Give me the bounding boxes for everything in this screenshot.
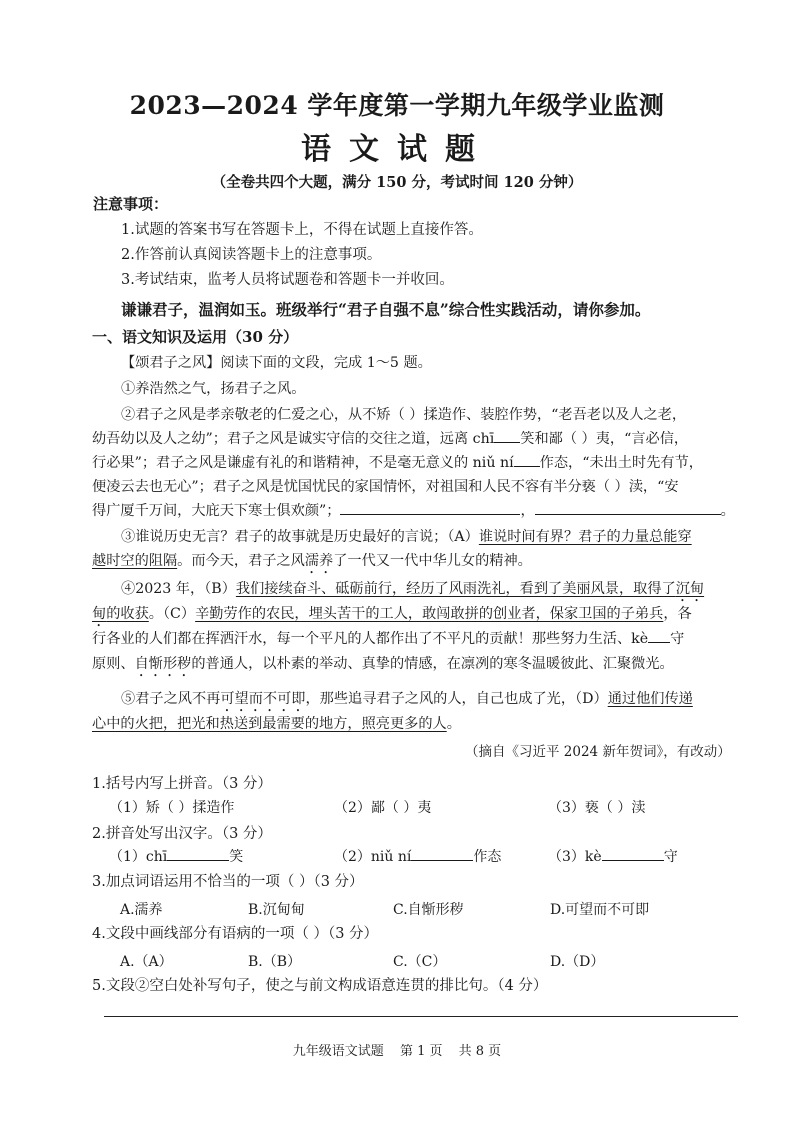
activity-intro: 谦谦君子，温润如玉。班级举行“君子自强不息”综合性实践活动，请你参加。 [121, 300, 651, 319]
pinyin-blank [494, 428, 520, 443]
footer-page-number: 第 1 页 [399, 1044, 443, 1059]
question-3-option: B.沉甸甸 [248, 902, 305, 918]
underlined-sentence-b: 我们接续奋斗、砥砺前行，经历了风雨洗礼，看到了美丽风景，取得了 [235, 581, 676, 597]
paragraph-2-line: 行必果”；君子之风是谦虚有礼的和谐精神，不是毫无意义的 niǔ ní 作态，“未出土时先有节， [92, 452, 703, 472]
paragraph-3-line: 越时空的阻隔。而今天，君子之风濡养了一代又一代中华儿女的精神。 [92, 553, 532, 569]
pinyin-blank [648, 628, 670, 643]
question-1-item: （3）亵（ ）渎 [548, 800, 646, 816]
underlined-sentence-a: 越时空的阻隔 [92, 553, 178, 569]
exam-subtitle: （全卷共四个大题，满分 150 分，考试时间 120 分钟） [211, 174, 583, 191]
question-3: 3.加点词语运用不恰当的一项（ ）（3 分） [92, 874, 364, 890]
paragraph-5-line: ⑤君子之风不再可望而不可即，那些追寻君子之风的人，自己也成了光，（D）通过他们传递 [121, 691, 693, 707]
question-2: 2.拼音处写出汉字。（3 分） [92, 826, 272, 842]
dotted-word: 沉甸 [675, 581, 705, 597]
dotted-word: 可望而不可即 [220, 691, 306, 707]
underlined-sentence-c: 辛勤劳作的农民，埋头苦干的工人，敢闯敢拼的创业者，保家卫国的子弟兵 [195, 606, 664, 622]
notice-heading: 注意事项： [93, 195, 169, 213]
paragraph-2-line: 便凌云去也无心”；君子之风是忧国忧民的家国情怀，对祖国和人民不容有半分亵（ ）渎，“安 [92, 479, 679, 495]
underlined-sentence-b: 的收获 [106, 606, 149, 622]
question-3-option: C.自惭形秽 [393, 902, 464, 918]
paragraph-4-line: 行各业的人们都在挥洒汗水，每一个平凡的人都作出了不平凡的贡献！那些努力生活、kè 守 [92, 628, 684, 648]
paragraph-4-line: 原则、自惭形秽的普通人，以朴素的举动、真挚的情感，在凛冽的寒冬温暖彼此、汇聚微光。 [92, 656, 674, 672]
page-footer [0, 1040, 794, 1059]
question-4-option: A.（A） [120, 954, 173, 970]
question-2-item: （3）kè 守 [548, 846, 678, 866]
footer-total-pages: 共 8 页 [458, 1044, 502, 1059]
question-4-option: B.（B） [248, 954, 302, 970]
pinyin-blank [514, 452, 540, 467]
question-1-item: （2）鄙（ ）夷 [334, 800, 432, 816]
underlined-sentence-d: 通过他们传递 [607, 691, 693, 707]
question-2-item: （2）niǔ ní 作态 [334, 846, 501, 866]
paragraph-2-line: 得广厦千万间，大庇天下寒士俱欢颜”； ， 。 [92, 500, 735, 520]
source-citation: （摘自《习近平 2024 新年贺词》，有改动） [465, 744, 731, 760]
paragraph-2-line: 幼吾幼以及人之幼”；君子之风是诚实守信的交往之道，远离 chī 笑和鄙（ ）夷，“言必信， [92, 428, 688, 448]
question-3-option: A.濡养 [120, 902, 163, 918]
footer-exam-name: 九年级语文试题 [292, 1044, 384, 1059]
task-instruction: 【颂君子之风】阅读下面的文段，完成 1～5 题。 [121, 355, 432, 371]
paragraph-5-line: 心中的火把，把光和热送到最需要的地方，照亮更多的人。 [92, 716, 461, 732]
question-1: 1.括号内写上拼音。（3 分） [92, 776, 272, 792]
question-2-item: （1）chī 笑 [109, 846, 243, 866]
dotted-word: 甸 [92, 606, 107, 622]
answer-blank [602, 846, 664, 861]
question-5: 5.文段②空白处补写句子，使之与前文构成语意连贯的排比句。（4 分） [92, 978, 548, 994]
answer-blank [167, 846, 229, 861]
underlined-sentence-a: 谁说时间有界？君子的力量总能穿 [478, 529, 692, 545]
underlined-sentence-d: 心中的火把，把光和热送到最需要的地方，照亮更多的人 [92, 716, 447, 732]
paragraph-1: ①养浩然之气，扬君子之风。 [121, 381, 306, 397]
question-4-option: C.（C） [393, 954, 447, 970]
notice-item: 3.考试结束，监考人员将试题卷和答题卡一并收回。 [121, 272, 454, 288]
answer-line [104, 1016, 738, 1017]
subject-title: 语文试题 [301, 132, 493, 167]
question-4-option: D.（D） [550, 954, 605, 970]
sentence-blank [535, 500, 721, 515]
question-3-option: D.可望而不可即 [550, 902, 650, 918]
dotted-word: 濡养 [304, 553, 334, 569]
notice-item: 1.试题的答案书写在答题卡上，不得在试题上直接作答。 [121, 222, 483, 238]
paragraph-3-line: ③谁说历史无言？君子的故事就是历史最好的言说；（A）谁说时间有界？君子的力量总能穿 [121, 529, 692, 545]
paragraph-2-line: ②君子之风是孝亲敬老的仁爱之心，从不矫（ ）揉造作、装腔作势，“老吾老以及人之老， [121, 407, 687, 423]
question-4: 4.文段中画线部分有语病的一项（ ）（3 分） [92, 926, 379, 942]
section-title: 一、语文知识及运用（30 分） [92, 328, 299, 346]
answer-blank [411, 846, 473, 861]
question-1-item: （1）矫（ ）揉造作 [109, 800, 235, 816]
paragraph-4-line: 甸的收获。（C）辛勤劳作的农民，埋头苦干的工人，敢闯敢拼的创业者，保家卫国的子弟兵，各 [92, 606, 692, 622]
exam-title: 2023—2024 学年度第一学期九年级学业监测 [129, 91, 665, 120]
sentence-blank [340, 500, 520, 515]
dotted-word: 自惭形秽 [134, 656, 192, 672]
notice-item: 2.作答前认真阅读答题卡上的注意事项。 [121, 247, 382, 263]
paragraph-4-line: ④2023 年，（B）我们接续奋斗、砥砺前行，经历了风雨洗礼，看到了美丽风景，取得了沉甸 [121, 581, 705, 597]
